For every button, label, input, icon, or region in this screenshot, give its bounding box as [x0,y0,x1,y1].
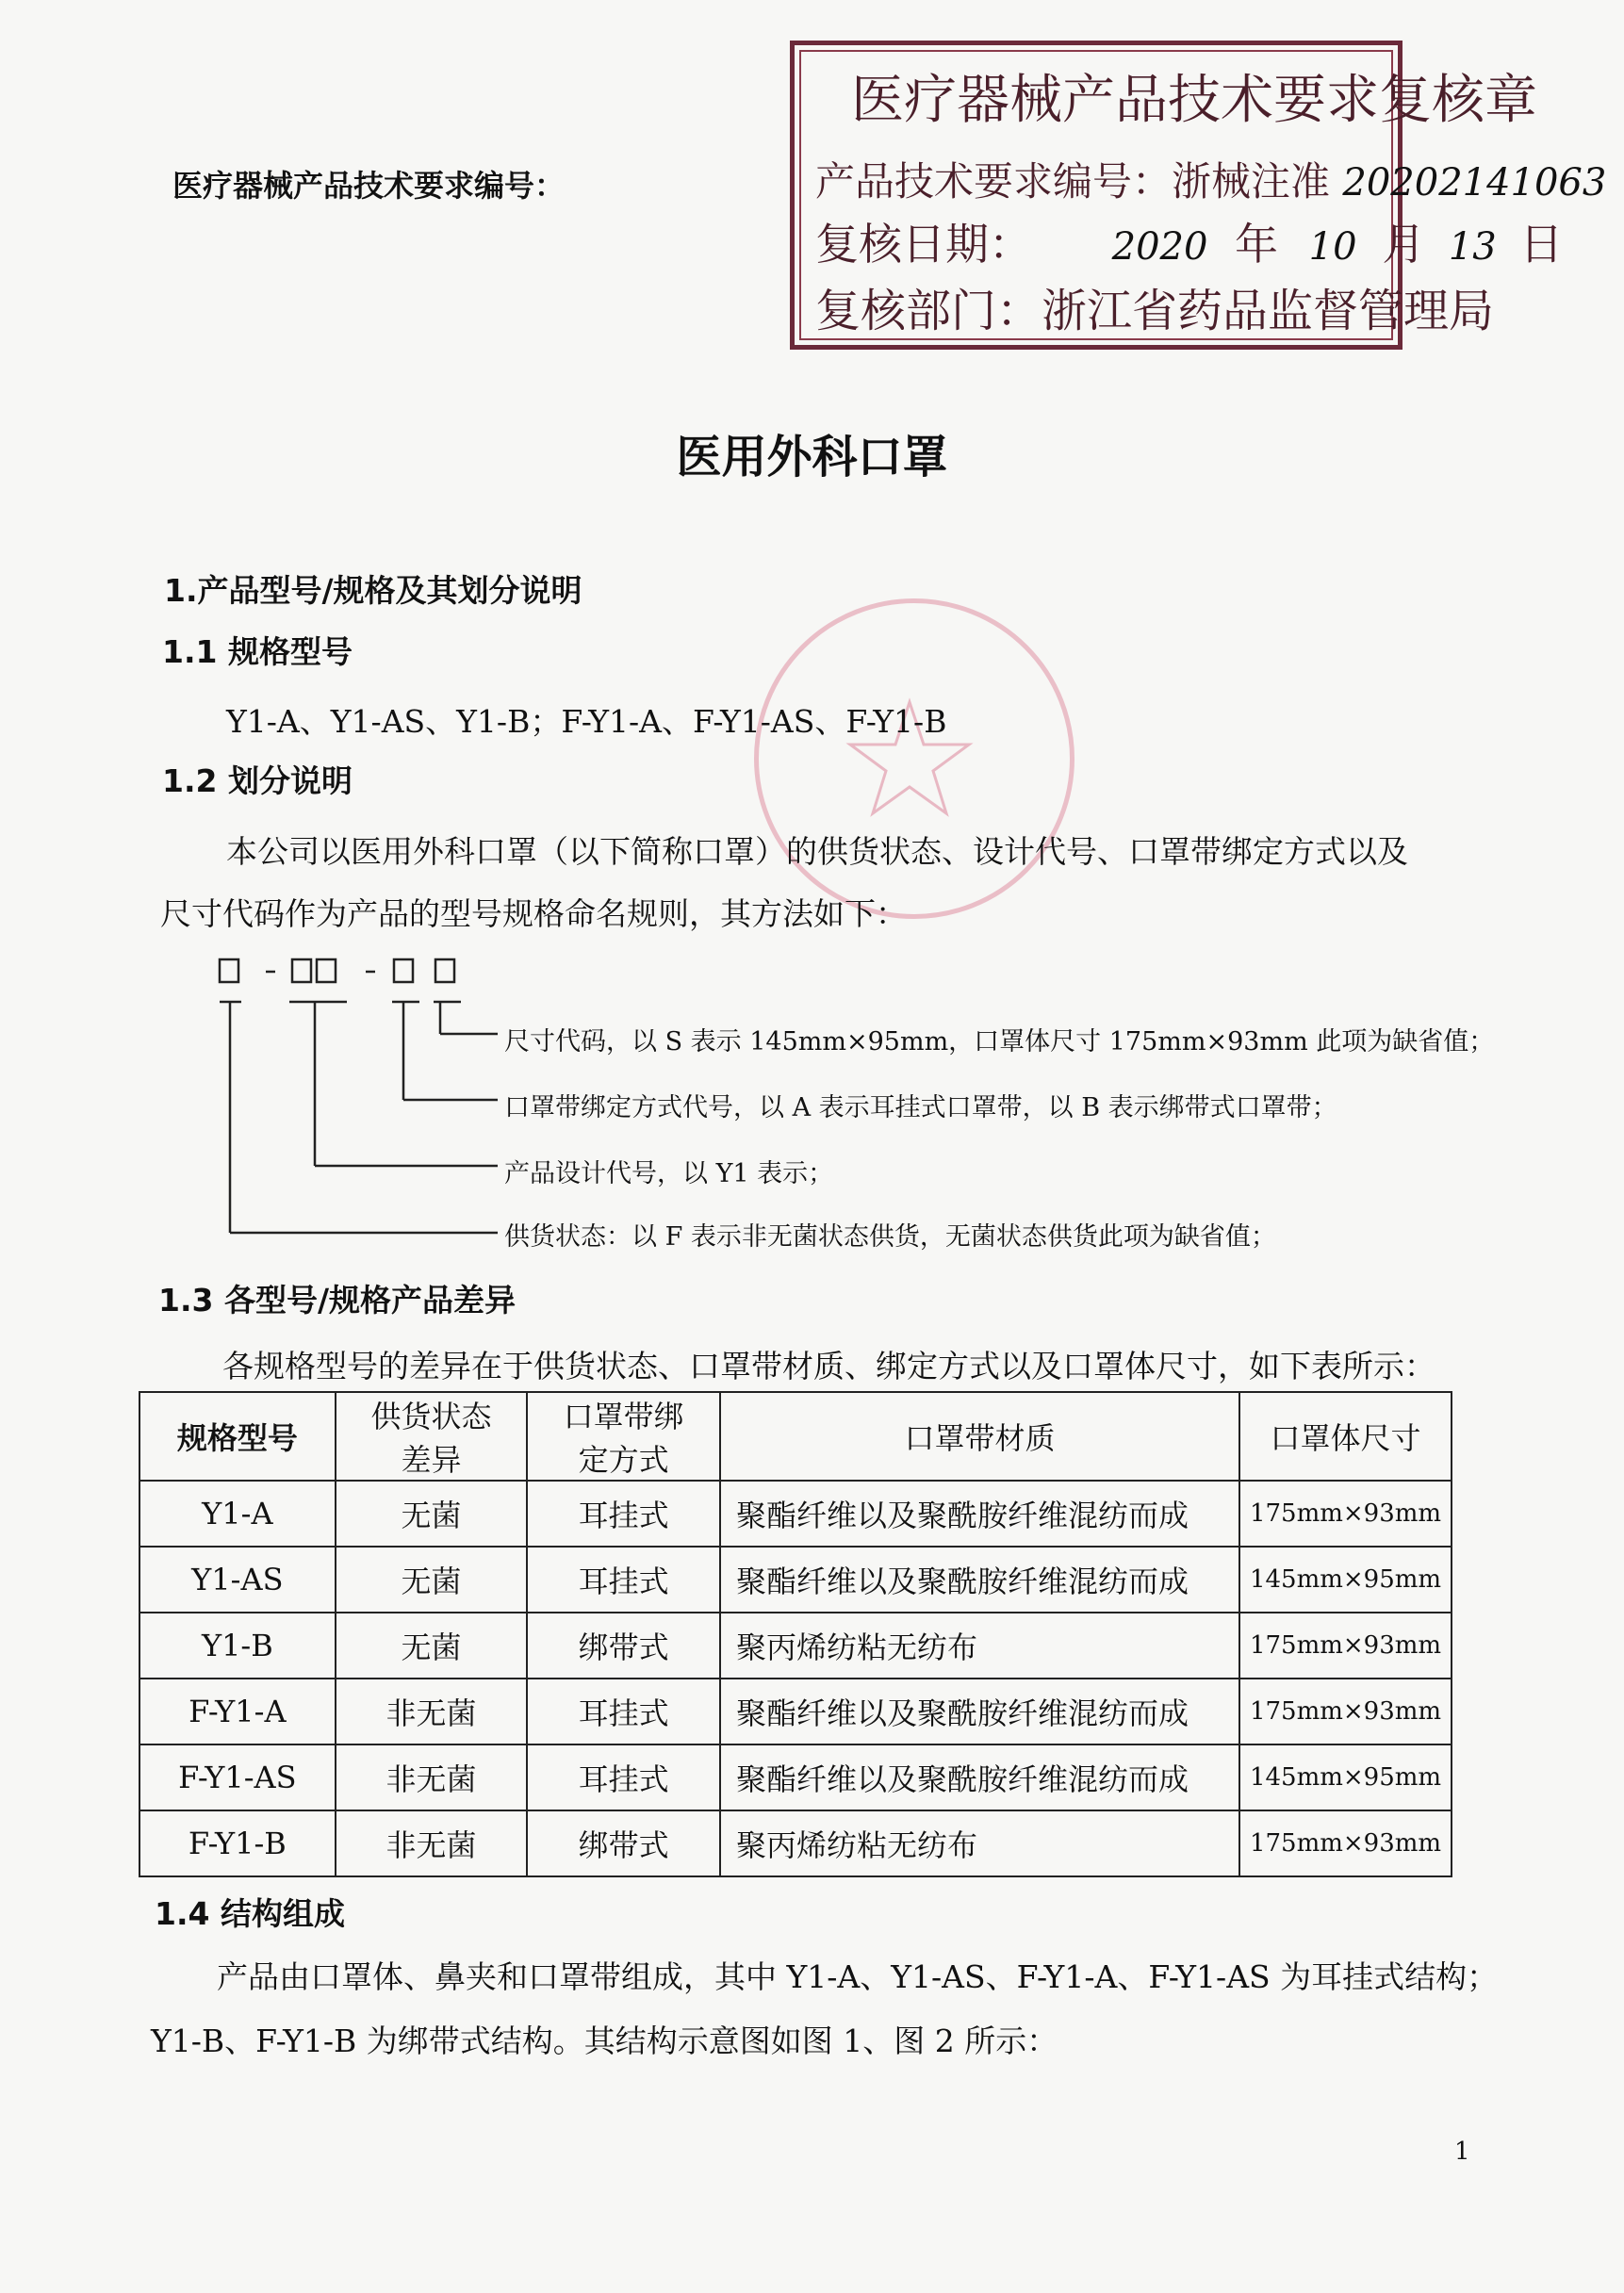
cell-model: Y1-A [139,1481,336,1547]
table-row [139,1481,1452,1547]
cell-material: 聚酯纤维以及聚酰胺纤维混纺而成 [720,1744,1239,1810]
cell-supply-state: 非无菌 [336,1810,528,1876]
stamp-month-char: 月 [1382,219,1426,270]
table-row [139,1810,1452,1876]
stamp-day-char: 日 [1519,219,1564,270]
section-1-1-heading: 1.1 规格型号 [162,633,353,670]
stamp-date-label: 复核日期： [815,219,1032,270]
table-row [139,1547,1452,1613]
page-number: 1 [1454,2137,1470,2166]
cell-material: 聚酯纤维以及聚酰胺纤维混纺而成 [720,1679,1239,1744]
document-title: 医用外科口罩 [676,431,948,483]
structure-paragraph-line1: 产品由口罩体、鼻夹和口罩带组成，其中 Y1-A、Y1-AS、F-Y1-A、F-Y1-AS 为耳挂式结构； [217,1958,1499,1995]
table-row [139,1679,1452,1744]
cell-size: 175mm×93mm [1239,1810,1452,1876]
model-list: Y1-A、Y1-AS、Y1-B；F-Y1-A、F-Y1-AS、F-Y1-B [226,703,947,740]
table-row [139,1744,1452,1810]
cell-model: F-Y1-B [139,1810,336,1876]
cell-material: 聚丙烯纺粘无纺布 [720,1810,1239,1876]
diagram-binding-code: 口罩带绑定方式代号，以 A 表示耳挂式口罩带，以 B 表示绑带式口罩带； [504,1093,1337,1122]
cell-binding: 耳挂式 [527,1679,720,1744]
diagram-design-code: 产品设计代号，以 Y1 表示； [504,1159,834,1188]
stamp-code-prefix: 浙械注准 [1172,158,1331,205]
stamp-date-day: 13 [1448,225,1497,269]
cell-material: 聚酯纤维以及聚酰胺纤维混纺而成 [720,1547,1239,1613]
naming-diagram-lines [0,0,566,1253]
cell-model: Y1-B [139,1613,336,1679]
naming-paragraph-line2: 尺寸代码作为产品的型号规格命名规则，其方法如下： [160,895,907,932]
cell-supply-state: 无菌 [336,1481,528,1547]
header-material: 口罩带材质 [720,1392,1239,1481]
diagram-size-code: 尺寸代码，以 S 表示 145mm×95mm，口罩体尺寸 175mm×93mm 此项为缺省值； [504,1027,1495,1056]
cell-model: F-Y1-A [139,1679,336,1744]
section-1-4-heading: 1.4 结构组成 [155,1895,345,1932]
cell-supply-state: 非无菌 [336,1679,528,1744]
section-1-heading: 1.产品型号/规格及其划分说明 [164,572,582,609]
diagram-supply-state: 供货状态：以 F 表示非无菌状态供货，无菌状态供货此项为缺省值； [504,1222,1276,1252]
cell-size: 175mm×93mm [1239,1613,1452,1679]
stamp-title: 医疗器械产品技术要求复核章 [851,70,1537,131]
cell-size: 175mm×93mm [1239,1679,1452,1744]
review-stamp [790,41,1607,350]
cell-binding: 绑带式 [527,1613,720,1679]
table-header-row [139,1392,1452,1481]
structure-paragraph-line2: Y1-B、F-Y1-B 为绑带式结构。其结构示意图如图 1、图 2 所示： [151,2023,1058,2059]
naming-paragraph-line1: 本公司以医用外科口罩（以下简称口罩）的供货状态、设计代号、口罩带绑定方式以及 [226,833,1408,870]
stamp-year-char: 年 [1235,219,1279,270]
header-model: 规格型号 [139,1392,336,1481]
cell-material: 聚丙烯纺粘无纺布 [720,1613,1239,1679]
cell-binding: 耳挂式 [527,1481,720,1547]
cell-binding: 耳挂式 [527,1744,720,1810]
model-difference-table [139,1391,1452,1877]
cell-supply-state: 无菌 [336,1613,528,1679]
cell-material: 聚酯纤维以及聚酰胺纤维混纺而成 [720,1481,1239,1547]
header-size: 口罩体尺寸 [1239,1392,1452,1481]
tech-requirement-code-label: 医疗器械产品技术要求编号： [172,168,566,204]
cell-supply-state: 非无菌 [336,1744,528,1810]
section-1-2-heading: 1.2 划分说明 [162,762,353,799]
cell-size: 145mm×95mm [1239,1744,1452,1810]
stamp-date-year: 2020 [1111,225,1208,269]
stamp-dept-label: 复核部门： [815,285,1042,337]
section-1-3-heading: 1.3 各型号/规格产品差异 [158,1282,517,1318]
stamp-code-handwritten: 20202141063 [1342,161,1607,205]
header-binding: 口罩带绑 定方式 [527,1392,720,1481]
table-row [139,1613,1452,1679]
header-supply-state: 供货状态 差异 [336,1392,528,1481]
cell-model: F-Y1-AS [139,1744,336,1810]
cell-model: Y1-AS [139,1547,336,1613]
cell-size: 175mm×93mm [1239,1481,1452,1547]
cell-binding: 耳挂式 [527,1547,720,1613]
cell-supply-state: 无菌 [336,1547,528,1613]
difference-paragraph: 各规格型号的差异在于供货状态、口罩带材质、绑定方式以及口罩体尺寸，如下表所示： [222,1348,1435,1384]
stamp-code-label: 产品技术要求编号： [815,158,1173,205]
stamp-dept: 浙江省药品监督管理局 [1042,285,1495,337]
cell-binding: 绑带式 [527,1810,720,1876]
stamp-date-month: 10 [1308,225,1357,269]
cell-size: 145mm×95mm [1239,1547,1452,1613]
